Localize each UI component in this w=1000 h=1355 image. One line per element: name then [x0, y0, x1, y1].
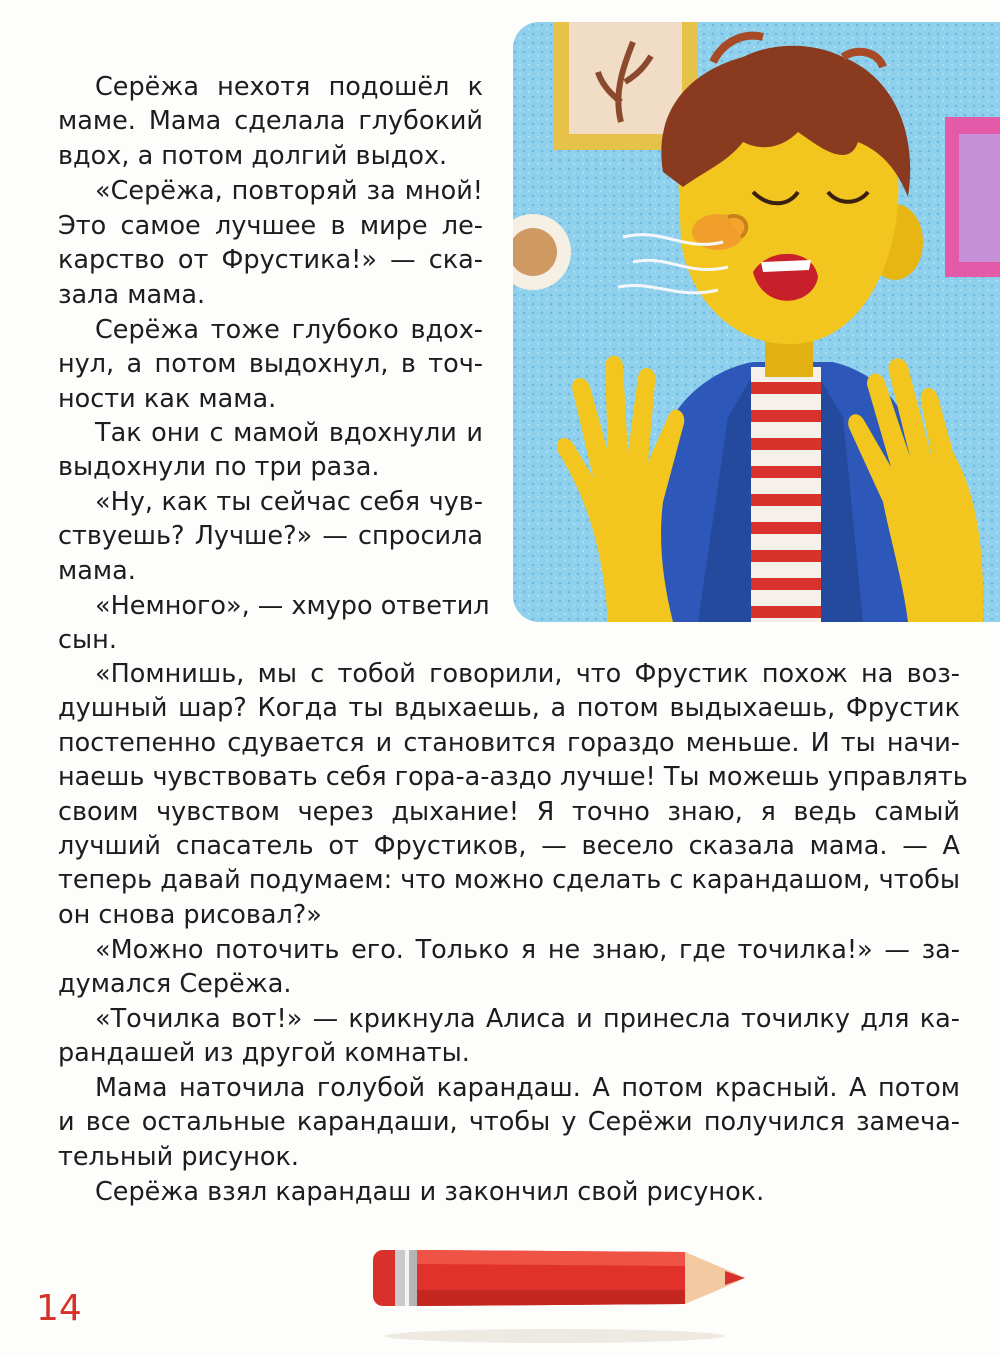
text-line: рандашей из другой комнаты.: [58, 1038, 470, 1068]
text-line: Это самое лучшее в мире ле-: [58, 211, 483, 241]
red-pencil-illustration: [365, 1240, 755, 1350]
text-line: ности как мама.: [58, 384, 277, 414]
text-line: «Помнишь, мы с тобой говорили, что Фрустик похож на воз-: [95, 659, 960, 689]
text-line: Серёжа взял карандаш и закончил свой рисунок.: [95, 1177, 765, 1207]
text-line: постепенно сдувается и становится гораздо меньше. И ты начи-: [58, 728, 960, 758]
text-line: Мама наточила голубой карандаш. А потом красный. А потом: [95, 1073, 960, 1103]
text-line: зала мама.: [58, 280, 206, 310]
boy-illustration-icon: [513, 22, 1000, 622]
text-line: маме. Мама сделала глубокий: [58, 106, 483, 136]
text-line: наешь чувствовать себя гора-а-аздо лучше! Ты можешь управлять: [58, 762, 968, 792]
text-line: сын.: [58, 625, 117, 655]
text-line: своим чувством через дыхание! Я точно знаю, я ведь самый: [58, 797, 960, 827]
text-line: думался Серёжа.: [58, 969, 292, 999]
text-line: «Ну, как ты сейчас себя чув-: [95, 487, 483, 517]
text-line: Серёжа нехотя подошёл к: [95, 72, 483, 102]
text-line: ствуешь? Лучше?» — спросила: [58, 521, 483, 551]
text-line: лучший спасатель от Фрустиков, — весело сказала мама. — А: [58, 831, 960, 861]
text-line: нул, а потом выдохнул, в точ-: [58, 349, 483, 379]
text-line: «Серёжа, повторяй за мной!: [95, 176, 483, 206]
text-line: и все остальные карандаши, чтобы у Серёжи получился замеча-: [58, 1107, 960, 1137]
text-line: он снова рисовал?»: [58, 900, 322, 930]
pencil-icon: [365, 1240, 755, 1350]
text-line: выдохнули по три раза.: [58, 452, 380, 482]
page-number: 14: [36, 1288, 82, 1329]
text-line: Так они с мамой вдохнули и: [95, 418, 483, 448]
text-line: карство от Фрустика!» — ска-: [58, 245, 483, 275]
text-line: теперь давай подумаем: что можно сделать с карандашом, чтобы: [58, 865, 961, 895]
text-line: душный шар? Когда ты вдыхаешь, а потом выдыхаешь, Фрустик: [58, 693, 960, 723]
boy-breathing-illustration: [513, 22, 1000, 622]
text-line: «Немного», — хмуро ответил: [95, 591, 490, 621]
text-line: мама.: [58, 556, 136, 586]
text-line: «Точилка вот!» — крикнула Алиса и принесла точилку для ка-: [95, 1004, 960, 1034]
text-line: «Можно поточить его. Только я не знаю, где точилка!» — за-: [95, 935, 960, 965]
text-line: вдох, а потом долгий выдох.: [58, 141, 448, 171]
text-line: тельный рисунок.: [58, 1142, 300, 1172]
text-line: Серёжа тоже глубоко вдох-: [95, 315, 483, 345]
